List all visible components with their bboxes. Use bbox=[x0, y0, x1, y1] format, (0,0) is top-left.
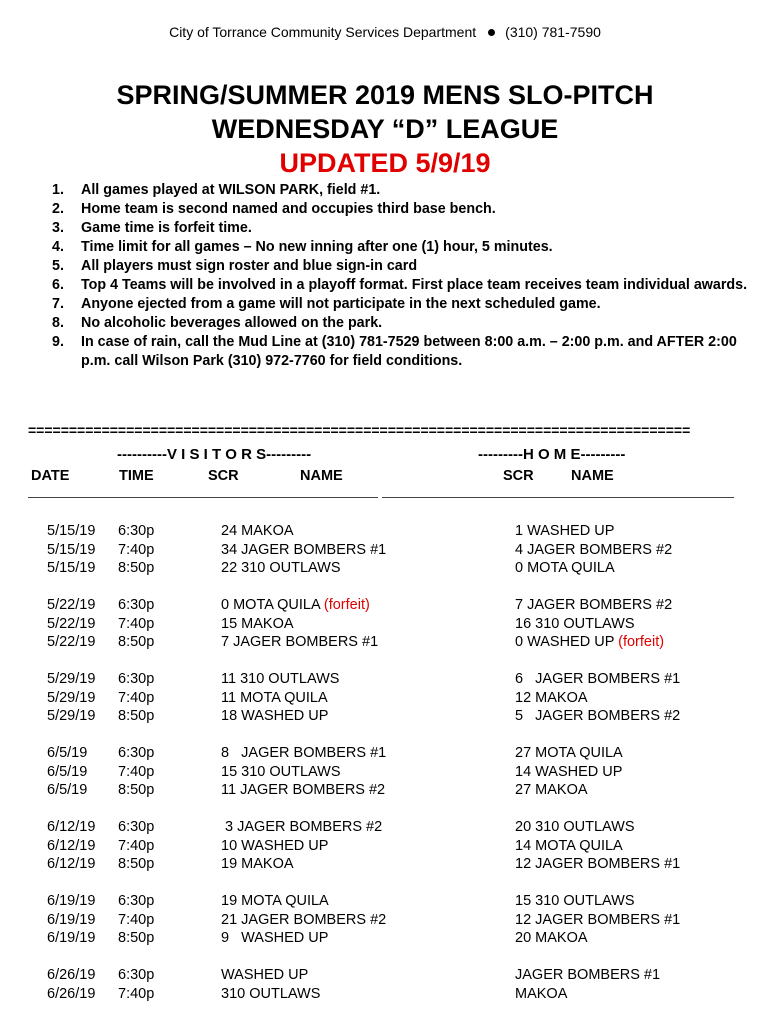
game-time: 7:40p bbox=[118, 615, 155, 632]
home-team: 14 MOTA QUILA bbox=[515, 837, 623, 854]
rule-text: All players must sign roster and blue sign-in card bbox=[81, 258, 418, 274]
home-team: 1 WASHED UP bbox=[515, 523, 615, 539]
rule-text: Time limit for all games – No new inning after one (1) hour, 5 minutes. bbox=[81, 239, 553, 255]
game-time: 6:30p bbox=[118, 745, 155, 761]
rule-item bbox=[52, 181, 752, 200]
home-team: 7 JAGER BOMBERS #2 bbox=[515, 597, 673, 613]
game-time: 6:30p bbox=[118, 893, 155, 909]
visitor-team: 19 MAKOA bbox=[221, 856, 294, 872]
home-team: MAKOA bbox=[515, 985, 568, 1002]
game-date: 6/19/19 bbox=[47, 930, 96, 946]
rule-text: In case of rain, call the Mud Line at (310) 781-7529 between 8:00 a.m. – 2:00 p.m. and AFTER 2:00 p.m. call Wilson Park (310) 972-7760 for field conditions. bbox=[81, 334, 737, 369]
visitor-team: 22 310 OUTLAWS bbox=[221, 560, 341, 576]
game-time: 6:30p bbox=[118, 671, 155, 687]
game-date: 5/29/19 bbox=[47, 689, 96, 706]
home-team: 0 MOTA QUILA bbox=[515, 560, 615, 576]
game-date: 6/19/19 bbox=[47, 893, 96, 909]
game-time: 6:30p bbox=[118, 597, 155, 613]
rule-text: Home team is second named and occupies third base bench. bbox=[81, 201, 496, 217]
rule-item bbox=[52, 314, 752, 333]
rule-item bbox=[52, 238, 752, 257]
home-team: 27 MAKOA bbox=[515, 782, 588, 798]
game-time: 8:50p bbox=[118, 782, 155, 798]
game-time: 7:40p bbox=[118, 985, 155, 1002]
rule-item bbox=[52, 219, 752, 238]
game-time: 6:30p bbox=[118, 819, 155, 835]
home-team: 12 JAGER BOMBERS #1 bbox=[515, 911, 681, 928]
visitor-team: 8 JAGER BOMBERS #1 bbox=[221, 745, 387, 761]
bullet-icon bbox=[488, 29, 495, 36]
game-date: 6/19/19 bbox=[47, 911, 96, 928]
rule-number: 6. bbox=[52, 277, 64, 293]
rule-number: 5. bbox=[52, 258, 64, 274]
rule-number: 3. bbox=[52, 220, 64, 236]
game-date: 6/5/19 bbox=[47, 763, 88, 780]
rule-number: 2. bbox=[52, 201, 64, 217]
visitor-team: 9 WASHED UP bbox=[221, 930, 329, 946]
rule-item bbox=[52, 276, 752, 295]
game-time: 8:50p bbox=[118, 560, 155, 576]
game-time: 7:40p bbox=[118, 541, 155, 558]
home-team: 15 310 OUTLAWS bbox=[515, 893, 635, 909]
game-date: 6/5/19 bbox=[47, 782, 88, 798]
header-rule-left bbox=[28, 497, 378, 498]
visitor-team: WASHED UP bbox=[221, 967, 309, 983]
game-date: 6/26/19 bbox=[47, 967, 96, 983]
rule-number: 8. bbox=[52, 315, 64, 331]
home-team: 20 MAKOA bbox=[515, 930, 588, 946]
visitor-team: 15 MAKOA bbox=[221, 615, 294, 632]
home-team: 12 JAGER BOMBERS #1 bbox=[515, 856, 681, 872]
game-date: 6/12/19 bbox=[47, 837, 96, 854]
rule-text: Game time is forfeit time. bbox=[81, 220, 252, 236]
game-time: 7:40p bbox=[118, 837, 155, 854]
column-header-visitor-name: NAME bbox=[300, 468, 343, 484]
visitor-team-label: 0 MOTA QUILA bbox=[221, 597, 320, 613]
game-date: 5/22/19 bbox=[47, 615, 96, 632]
game-time: 7:40p bbox=[118, 689, 155, 706]
game-date: 6/12/19 bbox=[47, 819, 96, 835]
department-name: City of Torrance Community Services Department bbox=[169, 24, 477, 40]
home-team-label: 0 WASHED UP bbox=[515, 634, 615, 650]
rule-item bbox=[52, 295, 752, 314]
department-phone: (310) 781-7590 bbox=[505, 24, 601, 40]
visitor-team: 18 WASHED UP bbox=[221, 708, 329, 724]
visitor-team: 7 JAGER BOMBERS #1 bbox=[221, 634, 379, 650]
updated-notice: UPDATED 5/9/19 bbox=[279, 148, 491, 178]
rule-text: All games played at WILSON PARK, field #1. bbox=[81, 182, 381, 198]
rules-list bbox=[52, 181, 752, 371]
game-date: 5/15/19 bbox=[47, 541, 96, 558]
game-time: 8:50p bbox=[118, 708, 155, 724]
home-team: 6 JAGER BOMBERS #1 bbox=[515, 671, 681, 687]
home-team: JAGER BOMBERS #1 bbox=[515, 967, 661, 983]
rule-item bbox=[52, 257, 752, 276]
visitor-team: 24 MAKOA bbox=[221, 523, 294, 539]
home-team: 16 310 OUTLAWS bbox=[515, 615, 635, 632]
game-date: 5/29/19 bbox=[47, 671, 96, 687]
column-header-home-score: SCR bbox=[503, 468, 534, 484]
visitor-team: 34 JAGER BOMBERS #1 bbox=[221, 541, 387, 558]
column-header-date: DATE bbox=[31, 468, 70, 484]
game-date: 6/5/19 bbox=[47, 745, 88, 761]
visitors-heading: ----------V I S I T O R S--------- bbox=[117, 446, 312, 463]
rule-number: 4. bbox=[52, 239, 64, 255]
game-time: 8:50p bbox=[118, 856, 155, 872]
rule-text: Anyone ejected from a game will not participate in the next scheduled game. bbox=[81, 296, 601, 312]
rule-item bbox=[52, 333, 752, 371]
game-time: 6:30p bbox=[118, 967, 155, 983]
home-team bbox=[515, 634, 664, 650]
visitor-team: 10 WASHED UP bbox=[221, 837, 329, 854]
home-heading: ---------H O M E--------- bbox=[478, 446, 626, 463]
visitor-team: 310 OUTLAWS bbox=[221, 985, 321, 1002]
column-header-time: TIME bbox=[119, 468, 154, 484]
home-team: 27 MOTA QUILA bbox=[515, 745, 623, 761]
visitor-team bbox=[221, 597, 370, 613]
game-date: 6/12/19 bbox=[47, 856, 96, 872]
game-time: 7:40p bbox=[118, 911, 155, 928]
game-time: 7:40p bbox=[118, 763, 155, 780]
department-header bbox=[0, 24, 770, 40]
visitor-team: 11 JAGER BOMBERS #2 bbox=[221, 782, 386, 798]
game-date: 5/22/19 bbox=[47, 597, 96, 613]
home-team: 14 WASHED UP bbox=[515, 763, 623, 780]
rule-text: No alcoholic beverages allowed on the park. bbox=[81, 315, 383, 331]
visitor-team: 15 310 OUTLAWS bbox=[221, 763, 341, 780]
game-date: 5/22/19 bbox=[47, 634, 96, 650]
visitor-team: 19 MOTA QUILA bbox=[221, 893, 329, 909]
header-rule-right bbox=[382, 497, 734, 498]
rule-number: 1. bbox=[52, 182, 64, 198]
game-time: 8:50p bbox=[118, 930, 155, 946]
column-header-home-name: NAME bbox=[571, 468, 614, 484]
home-team: 12 MAKOA bbox=[515, 689, 588, 706]
page-title-line1: SPRING/SUMMER 2019 MENS SLO-PITCH bbox=[116, 80, 654, 110]
home-team: 5 JAGER BOMBERS #2 bbox=[515, 708, 681, 724]
forfeit-note: (forfeit) bbox=[323, 597, 370, 613]
home-team: 4 JAGER BOMBERS #2 bbox=[515, 541, 673, 558]
rule-item bbox=[52, 200, 752, 219]
visitor-team: 11 310 OUTLAWS bbox=[221, 671, 340, 687]
home-team: 20 310 OUTLAWS bbox=[515, 819, 635, 835]
rule-number: 9. bbox=[52, 334, 64, 350]
separator-line: ================================================================================= bbox=[28, 422, 691, 438]
rule-text: Top 4 Teams will be involved in a playoff format. First place team receives team individual awards. bbox=[81, 277, 748, 293]
visitor-team: 3 JAGER BOMBERS #2 bbox=[221, 819, 383, 835]
game-date: 5/29/19 bbox=[47, 708, 96, 724]
game-date: 5/15/19 bbox=[47, 523, 96, 539]
visitor-team: 11 MOTA QUILA bbox=[221, 689, 328, 706]
forfeit-note: (forfeit) bbox=[618, 634, 665, 650]
game-date: 6/26/19 bbox=[47, 985, 96, 1002]
game-date: 5/15/19 bbox=[47, 560, 96, 576]
game-time: 8:50p bbox=[118, 634, 155, 650]
rule-number: 7. bbox=[52, 296, 64, 312]
column-header-visitor-score: SCR bbox=[208, 468, 239, 484]
game-time: 6:30p bbox=[118, 523, 155, 539]
visitor-team: 21 JAGER BOMBERS #2 bbox=[221, 911, 387, 928]
page-title-line2: WEDNESDAY “D” LEAGUE bbox=[211, 114, 559, 144]
